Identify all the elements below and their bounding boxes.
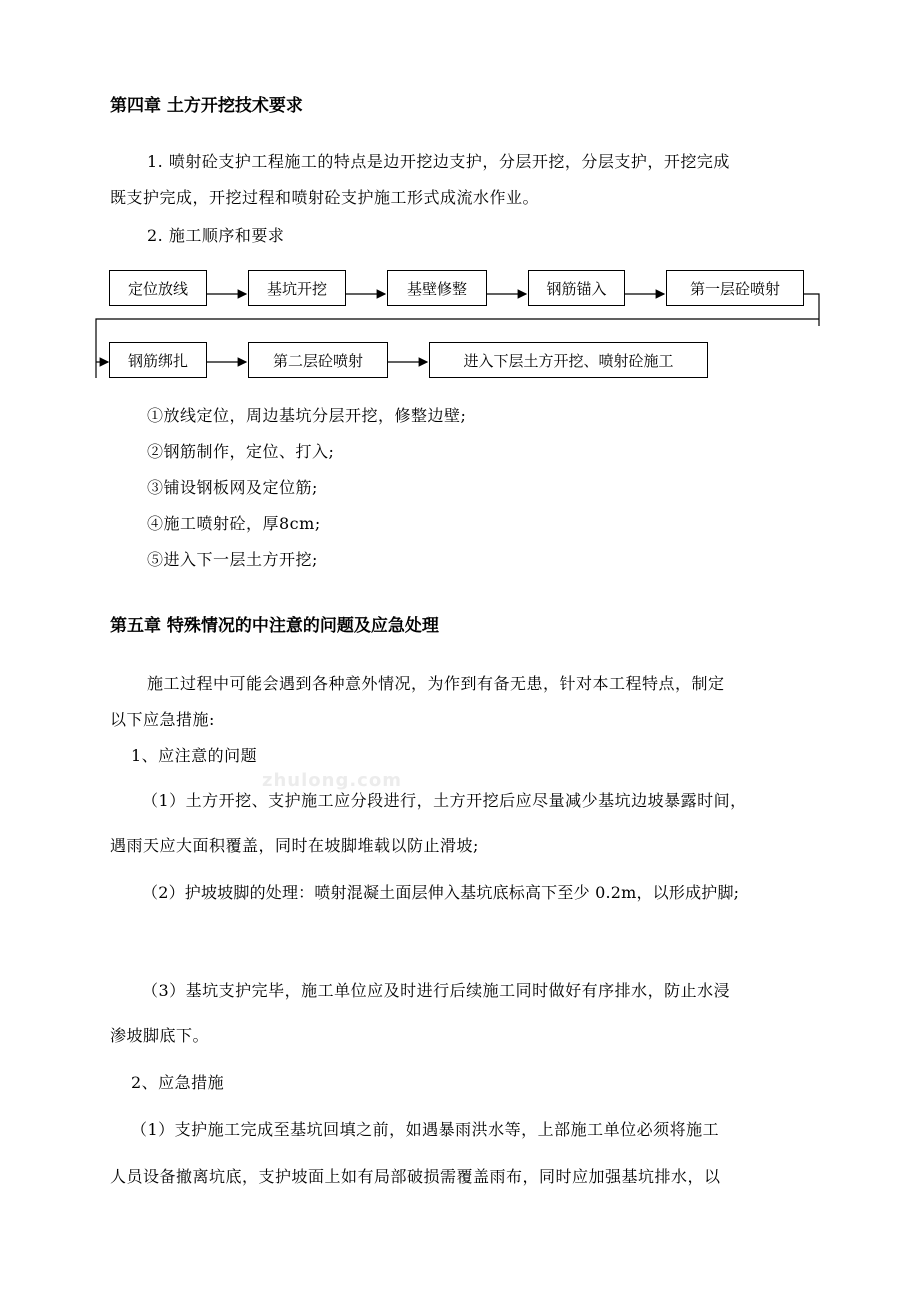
section-2-heading: 2、应急措施 bbox=[131, 1073, 225, 1092]
item-3-line-1: （3）基坑支护完毕，施工单位应及时进行后续施工同时做好有序排水，防止水浸 bbox=[142, 981, 731, 1000]
step-5: ⑤进入下一层土方开挖; bbox=[147, 550, 318, 569]
step-3: ③铺设钢板网及定位筋; bbox=[147, 478, 318, 497]
item-1-line-2: 遇雨天应大面积覆盖，同时在坡脚堆载以防止滑坡; bbox=[110, 836, 479, 855]
chapter-4-title: 第四章 土方开挖技术要求 bbox=[110, 96, 303, 116]
flow-step-second-shotcrete: 第二层砼喷射 bbox=[248, 342, 388, 378]
flow-step-pit-excavation: 基坑开挖 bbox=[248, 270, 346, 306]
flow-step-rebar-tying: 钢筋绑扎 bbox=[109, 342, 207, 378]
flow-step-first-shotcrete: 第一层砼喷射 bbox=[666, 270, 804, 306]
flow-connectors bbox=[0, 0, 920, 400]
flow-step-layout-lines: 定位放线 bbox=[109, 270, 207, 306]
flow-step-rebar-anchoring: 钢筋锚入 bbox=[528, 270, 625, 306]
section-1-heading: 1、应注意的问题 bbox=[131, 746, 258, 765]
item-2: （2）护坡坡脚的处理：喷射混凝土面层伸入基坑底标高下至少 0.2m，以形成护脚; bbox=[142, 883, 740, 902]
flow-step-next-layer: 进入下层土方开挖、喷射砼施工 bbox=[429, 342, 708, 378]
item-1-line-1: （1）土方开挖、支护施工应分段进行，土方开挖后应尽量减少基坑边坡暴露时间， bbox=[142, 791, 747, 810]
intro-line-1: 施工过程中可能会遇到各种意外情况，为作到有备无患，针对本工程特点，制定 bbox=[147, 674, 725, 693]
watermark: zhulong.com bbox=[262, 770, 402, 791]
intro-line-2: 以下应急措施: bbox=[110, 710, 215, 729]
chapter-5-title: 第五章 特殊情况的中注意的问题及应急处理 bbox=[110, 616, 439, 636]
paragraph-1-line-2: 既支护完成，开挖过程和喷射砼支护施工形式成流水作业。 bbox=[110, 188, 540, 207]
emergency-1-line-2: 人员设备撤离坑底，支护坡面上如有局部破损需覆盖雨布，同时应加强基坑排水，以 bbox=[110, 1167, 721, 1186]
step-1: ①放线定位，周边基坑分层开挖，修整边壁; bbox=[147, 406, 467, 425]
flow-step-wall-trimming: 基壁修整 bbox=[387, 270, 487, 306]
paragraph-1-line-1: 1. 喷射砼支护工程施工的特点是边开挖边支护，分层开挖，分层支护，开挖完成 bbox=[147, 152, 730, 171]
step-2: ②钢筋制作，定位、打入; bbox=[147, 442, 335, 461]
emergency-1-line-1: （1）支护施工完成至基坑回填之前，如遇暴雨洪水等，上部施工单位必须将施工 bbox=[131, 1120, 720, 1139]
paragraph-2: 2. 施工顺序和要求 bbox=[147, 226, 285, 245]
step-4: ④施工喷射砼，厚8cm; bbox=[147, 514, 321, 533]
item-3-line-2: 渗坡脚底下。 bbox=[110, 1026, 210, 1045]
